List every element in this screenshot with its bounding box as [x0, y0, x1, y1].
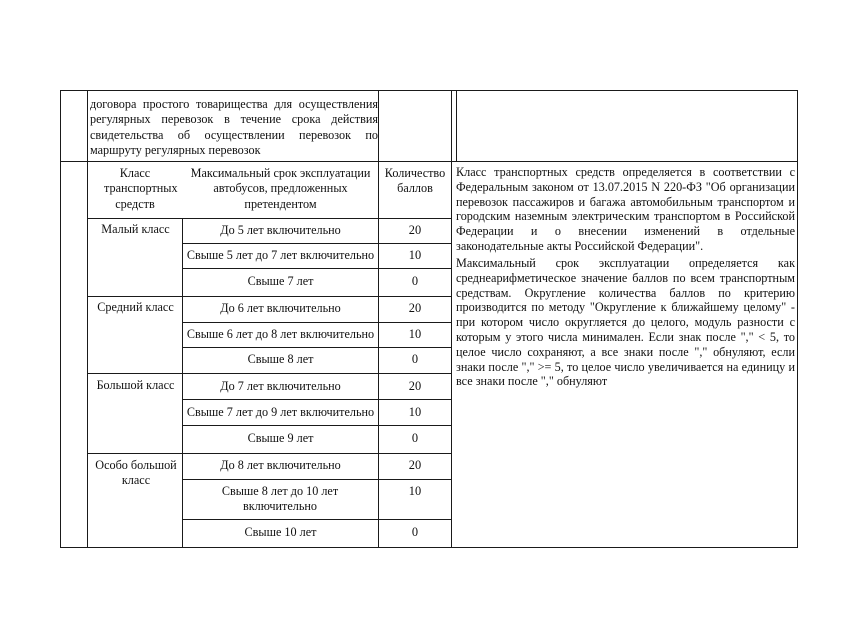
period-cell: Свыше 7 лет: [247, 274, 314, 288]
points-column-right-border: [451, 90, 452, 547]
period-cell: Свыше 6 лет до 8 лет включительно: [186, 327, 375, 341]
row-separator: [182, 268, 451, 269]
header-class: Класс транспортных средств: [104, 166, 178, 211]
row-separator: [182, 399, 451, 400]
period-cell: До 6 лет включительно: [220, 301, 341, 315]
points-cell: 10: [408, 484, 422, 498]
row-separator: [182, 425, 451, 426]
row-separator: [182, 322, 451, 323]
row-separator: [182, 519, 451, 520]
points-cell: 20: [408, 301, 422, 315]
period-cell: До 7 лет включительно: [220, 379, 341, 393]
period-cell: Свыше 7 лет до 9 лет включительно: [186, 405, 375, 419]
header-row-top-border: [60, 161, 798, 162]
period-cell: Свыше 9 лет: [247, 431, 314, 445]
class-separator: [87, 453, 451, 454]
intro-text: договора простого товарищества для осуществления регулярных перевозок в течение срока действия свидетельства об осуществлении перевозок по маршруту регулярных перевозок: [90, 97, 378, 158]
row-separator: [182, 243, 451, 244]
points-cell: 20: [408, 458, 422, 472]
points-cell: 0: [411, 431, 419, 445]
period-cell: До 8 лет включительно: [220, 458, 341, 472]
points-cell: 0: [411, 525, 419, 539]
inner-left-border: [87, 90, 88, 547]
points-cell: 0: [411, 352, 419, 366]
class-name-medium: Средний класс: [97, 300, 174, 314]
period-cell: Свыше 10 лет: [244, 525, 317, 539]
class-name-extra-large: Особо большой класс: [95, 458, 177, 488]
header-bottom-border: [87, 218, 451, 219]
class-name-small: Малый класс: [101, 222, 170, 236]
table-bottom-border: [60, 547, 798, 548]
period-cell: Свыше 8 лет до 10 лет включительно: [221, 484, 339, 514]
period-cell: Свыше 5 лет до 7 лет включительно: [186, 248, 375, 262]
outer-right-border: [797, 90, 798, 547]
class-name-large: Большой класс: [96, 378, 175, 392]
class-separator: [87, 373, 451, 374]
points-cell: 10: [408, 248, 422, 262]
table-top-border: [60, 90, 798, 91]
note-rounding-rule: Максимальный срок эксплуатации определяется как среднеарифметическое значение баллов по всем транспортным средствам. Округление количества баллов по критерию производится по методу "Округление к ближайшему целому" - при котором число округляется до целого, модуль разности с которым у этого числа минимален. Если знак после "," < 5, то целое число сохраняют, а все знаки после "," обнуляют, если знаки после "," >= 5, то целое число увеличивается на единицу и все знаки после "," обнуляют: [456, 256, 795, 389]
period-cell: Свыше 8 лет: [247, 352, 314, 366]
points-cell: 10: [408, 405, 422, 419]
points-cell: 20: [408, 379, 422, 393]
row-separator: [182, 347, 451, 348]
points-cell: 20: [408, 223, 422, 237]
points-cell: 10: [408, 327, 422, 341]
note-class-definition: Класс транспортных средств определяется в соответствии с Федеральным законом от 13.07.2015 N 220-ФЗ "Об организации перевозок пассажиров и багажа автомобильным транспортом и городским наземным электрическим транспортом в Российской Федерации и о внесении изменений в отдельные законодательные акты Российской Федерации".: [456, 165, 795, 253]
row-separator: [182, 479, 451, 480]
outer-left-border: [60, 90, 61, 547]
points-cell: 0: [411, 274, 419, 288]
header-points: Количество баллов: [384, 166, 446, 196]
period-cell: До 5 лет включительно: [220, 223, 341, 237]
header-max-period: Максимальный срок эксплуатации автобусов, предложенных претендентом: [190, 166, 371, 211]
note-column-left-border: [456, 90, 457, 161]
class-separator: [87, 296, 451, 297]
